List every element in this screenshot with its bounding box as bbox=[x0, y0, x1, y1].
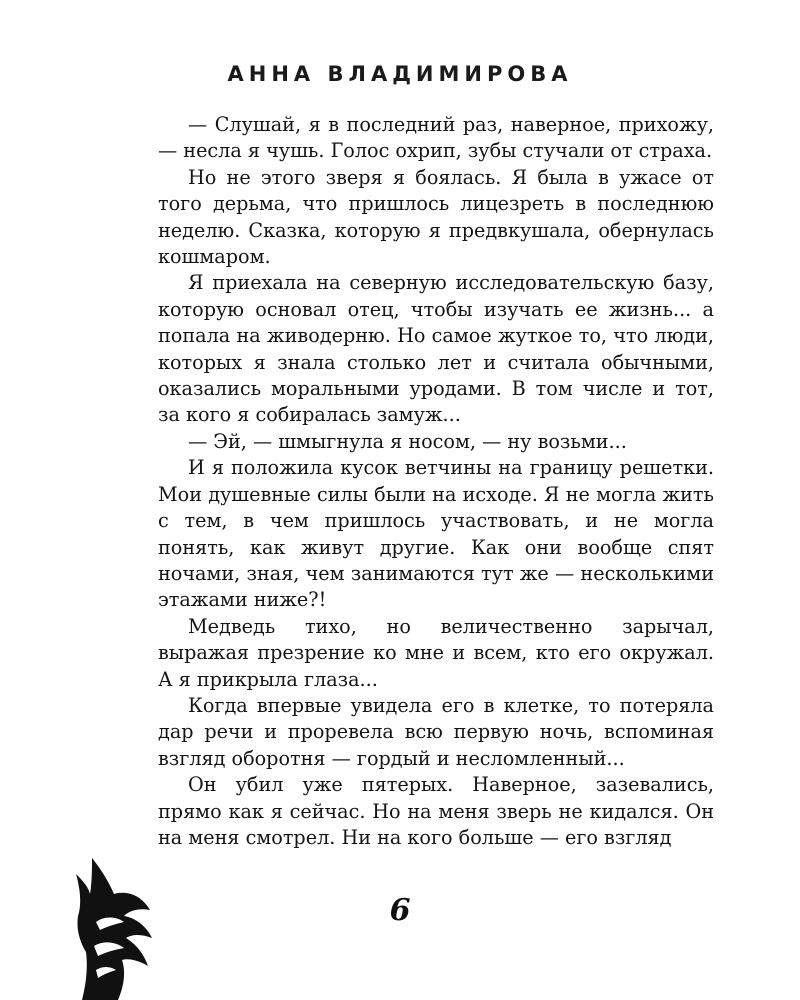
paragraph: Но не этого зверя я боялась. Я была в ужасе от того дерьма, что пришлось лицезреть в последнюю неделю. Сказка, которую я предвкушала, обернулась кошмаром. bbox=[158, 165, 714, 269]
ornament-claw-shape bbox=[76, 858, 152, 1000]
paragraph: Медведь тихо, но величественно зарычал, выражая презрение ко мне и всем, кто его окружал. А я прикрыла глаза... bbox=[158, 614, 714, 691]
page-number: 6 bbox=[389, 893, 411, 928]
paragraph: Когда впервые увидела его в клетке, то потеряла дар речи и проревела всю первую ночь, вспоминая взгляд оборотня — гордый и несломленный... bbox=[158, 693, 714, 770]
body-text bbox=[158, 112, 714, 851]
running-header-author: АННА ВЛАДИМИРОВА bbox=[227, 62, 573, 86]
paragraph: И я положила кусок ветчины на границу решетки. Мои душевные силы были на исходе. Я не могла жить с тем, в чем пришлось участвовать, и не могла понять, как живут другие. Как они вообще спят ночами, зная, чем занимаются тут же — несколькими этажами ниже?! bbox=[158, 456, 714, 612]
paragraph: — Слушай, я в последний раз, наверное, прихожу, — несла я чушь. Голос охрип, зубы стучали от страха. bbox=[158, 113, 714, 163]
bear-paw-ornament-icon bbox=[70, 858, 160, 1000]
paragraph: Я приехала на северную исследовательскую базу, которую основал отец, чтобы изучать ее жизнь... а попала на живодерню. Но самое жуткое то, что люди, которых я знала столько лет и считала обычными, оказались моральными уродами. В том числе и тот, за кого я собиралась замуж... bbox=[158, 271, 714, 427]
paragraph: Он убил уже пятерых. Наверное, зазевались, прямо как я сейчас. Но на меня зверь не кидался. Он на меня смотрел. Ни на кого больше — его взгляд bbox=[158, 773, 714, 849]
paragraph: — Эй, — шмыгнула я носом, — ну возьми... bbox=[188, 429, 627, 453]
